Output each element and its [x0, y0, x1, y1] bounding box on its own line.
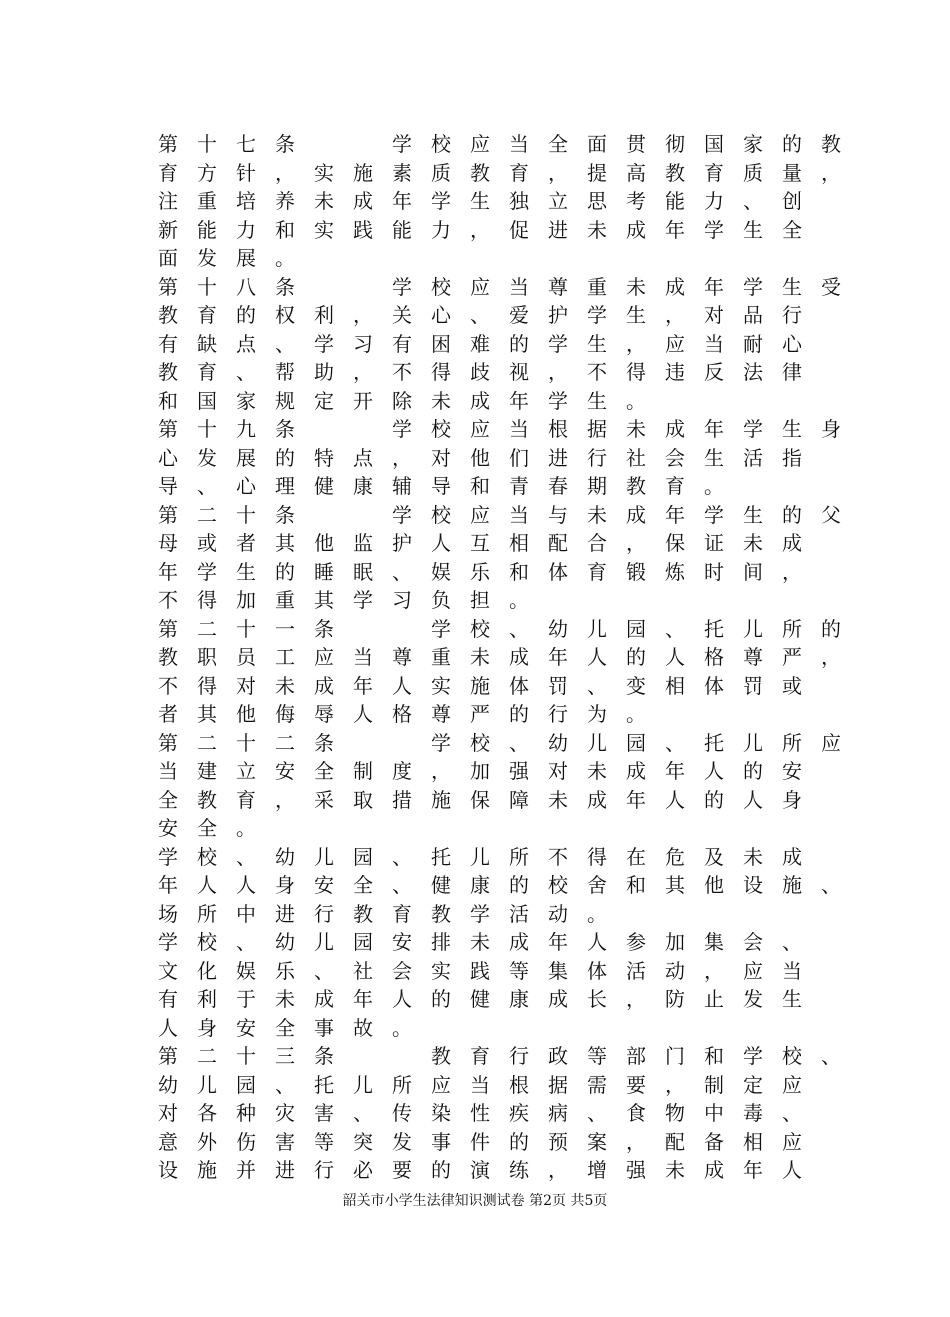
text-line: 学校、幼儿园、托儿所不得在危及未成 — [158, 844, 821, 869]
text-line: 第二十条 学校应当与未成年学生的父 — [158, 502, 860, 527]
text-line: 注重培养未成年学生独立思考能力、创 — [158, 189, 821, 213]
text-line: 育方针，实施素质教育，提高教育质量， — [158, 160, 860, 185]
text-line: 不得加重其学习负担。 — [158, 588, 548, 612]
text-line: 人身安全事故。 — [158, 1015, 431, 1040]
text-line: 者其他侮辱人格尊严的行为。 — [158, 702, 665, 726]
text-line: 设施并进行必要的演练，增强未成年人 — [158, 1158, 821, 1182]
page-footer: 韶关市小学生法律知识测试卷 第2页 共5页 — [342, 1193, 608, 1209]
text-line: 对各种灾害、传染性疾病、食物中毒、 — [158, 1101, 821, 1125]
text-line: 意外伤害等突发事件的预案，配备相应 — [158, 1129, 821, 1154]
text-line: 第十八条 学校应当尊重未成年学生受 — [158, 274, 860, 299]
text-line: 全教育，采取措施保障未成年人的人身 — [158, 787, 821, 812]
text-line: 心发展的特点，对他们进行社会生活指 — [158, 445, 821, 470]
text-line: 第十七条 学校应当全面贯彻国家的教 — [158, 132, 860, 156]
text-line: 教育、帮助，不得歧视，不得违反法律 — [158, 360, 821, 384]
text-line: 第二十三条 教育行政等部门和学校、 — [158, 1044, 860, 1068]
text-line: 年人人身安全、健康的校舍和其他设施、 — [158, 873, 860, 897]
text-line: 年学生的睡眠、娱乐和体育锻炼时间， — [158, 559, 821, 584]
text-line: 不得对未成年人实施体罚、变相体罚或 — [158, 673, 821, 698]
text-line: 有利于未成年人的健康成长，防止发生 — [158, 987, 821, 1011]
text-line: 导、心理健康辅导和青春期教育。 — [158, 474, 743, 498]
text-line: 有缺点、学习有困难的学生，应当耐心 — [158, 331, 821, 356]
text-line: 教育的权利，关心、爱护学生，对品行 — [158, 303, 821, 327]
text-line: 文化娱乐、社会实践等集体活动，应当 — [158, 958, 821, 983]
text-line: 母或者其他监护人互相配合，保证未成 — [158, 531, 821, 555]
text-line: 新能力和实践能力，促进未成年学生全 — [158, 217, 821, 242]
text-line: 幼儿园、托儿所应当根据需要，制定应 — [158, 1072, 821, 1097]
text-line: 和国家规定开除未成年学生。 — [158, 388, 665, 413]
text-line: 场所中进行教育教学活动。 — [158, 901, 626, 926]
text-line: 第二十二条 学校、幼儿园、托儿所应 — [158, 730, 860, 755]
text-line: 第二十一条 学校、幼儿园、托儿所的 — [158, 616, 860, 641]
text-line: 学校、幼儿园安排未成年人参加集会、 — [158, 930, 821, 954]
document-body — [158, 130, 858, 1185]
text-line: 教职员工应当尊重未成年人的人格尊严， — [158, 645, 860, 669]
text-line: 第十九条 学校应当根据未成年学生身 — [158, 417, 860, 441]
text-line: 面发展。 — [158, 246, 314, 270]
text-line: 当建立安全制度，加强对未成年人的安 — [158, 759, 821, 783]
text-line: 安全。 — [158, 816, 275, 840]
